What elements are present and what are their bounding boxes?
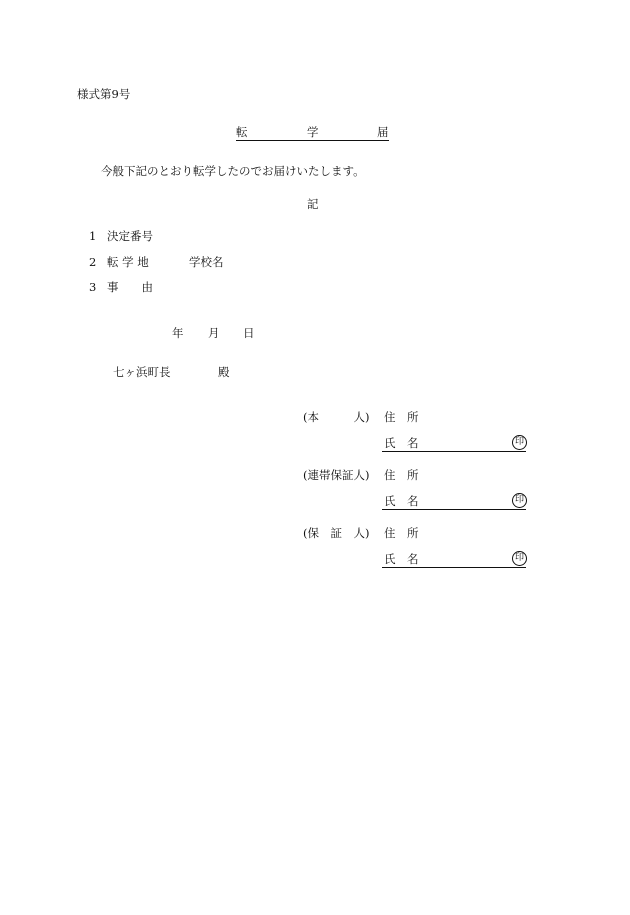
date-month: 月 — [208, 326, 220, 340]
intro-text: 今般下記のとおり転学したのでお届けいたします。 — [101, 164, 365, 178]
item-label: 事 由 — [107, 280, 153, 294]
address-label: 住 所 — [384, 468, 419, 482]
address-label: 住 所 — [384, 526, 419, 540]
seal-icon: 印 — [512, 493, 527, 508]
seal-icon: 印 — [512, 551, 527, 566]
date-day: 日 — [243, 326, 255, 340]
party-label-guarantor: (保 証 人) — [303, 526, 370, 540]
title-char-1: 転 — [236, 125, 248, 139]
name-label: 氏 名 — [384, 552, 419, 566]
item-label: 転 学 地 — [107, 255, 149, 269]
item-number: 3 — [89, 280, 97, 294]
item-number: 1 — [89, 229, 97, 243]
document-title — [236, 124, 389, 141]
date-year: 年 — [172, 326, 184, 340]
item-label: 決定番号 — [107, 229, 153, 243]
addressee-honorific: 殿 — [218, 365, 230, 379]
seal-icon: 印 — [512, 435, 527, 450]
form-number: 様式第9号 — [77, 87, 131, 101]
party-label-self: (本 人) — [303, 410, 370, 424]
school-name-label: 学校名 — [189, 255, 224, 269]
party-label-joint-guarantor: (連帯保証人) — [303, 468, 370, 482]
item-decision-number — [89, 228, 153, 244]
title-char-2: 学 — [307, 125, 319, 139]
name-label: 氏 名 — [384, 436, 419, 450]
ki-heading: 記 — [307, 197, 319, 211]
title-char-3: 届 — [377, 125, 389, 139]
item-transfer-location — [89, 254, 149, 270]
address-label: 住 所 — [384, 410, 419, 424]
item-reason — [89, 279, 153, 295]
item-number: 2 — [89, 255, 97, 269]
name-label: 氏 名 — [384, 494, 419, 508]
addressee-name: 七ヶ浜町長 — [113, 365, 171, 379]
